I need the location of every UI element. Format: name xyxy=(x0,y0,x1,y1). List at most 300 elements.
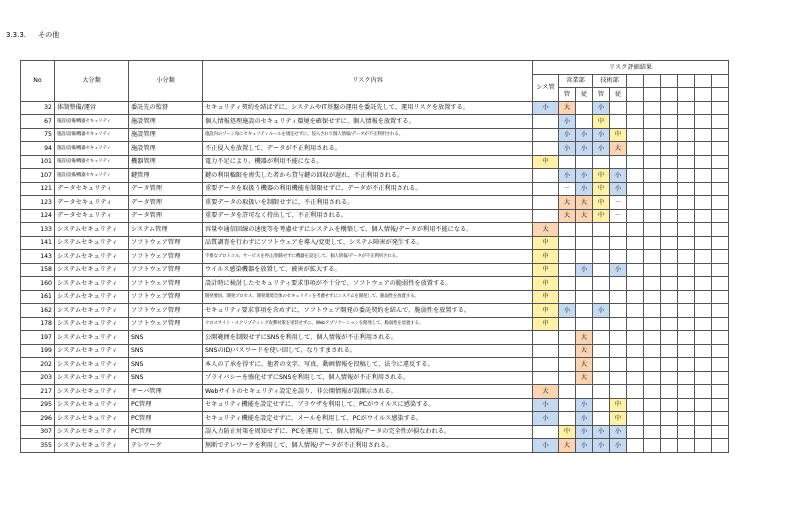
cell-sales-staff xyxy=(576,304,593,318)
cell-extra xyxy=(695,250,712,264)
cell-extra xyxy=(695,290,712,304)
cell-extra xyxy=(695,142,712,156)
cell-extra xyxy=(712,412,729,426)
cell-no: 124 xyxy=(21,209,55,223)
cell-extra xyxy=(678,290,695,304)
cell-extra xyxy=(661,439,678,453)
cell-risk-content: 重要データの取扱いを制限せずに、不正利用される。 xyxy=(203,196,533,210)
cell-extra xyxy=(712,331,729,345)
cell-sys-admin xyxy=(533,331,559,345)
header-sales-manager: 管 xyxy=(559,88,576,102)
cell-extra xyxy=(627,331,644,345)
cell-minor-category: データ管理 xyxy=(129,196,203,210)
cell-extra xyxy=(695,128,712,142)
cell-extra xyxy=(644,439,661,453)
cell-sales-manager xyxy=(559,344,576,358)
cell-minor-category: 施設管理 xyxy=(129,115,203,129)
cell-sales-manager xyxy=(559,398,576,412)
cell-extra xyxy=(695,182,712,196)
cell-sys-admin: 中 xyxy=(533,304,559,318)
cell-tech-manager xyxy=(593,358,610,372)
cell-sales-manager xyxy=(559,223,576,237)
cell-no: 217 xyxy=(21,385,55,399)
cell-risk-content: ウイルス感染機器を放置して、被害が拡大する。 xyxy=(203,263,533,277)
cell-sales-staff xyxy=(576,101,593,115)
table-row xyxy=(21,169,729,183)
cell-extra xyxy=(661,304,678,318)
table-row xyxy=(21,331,729,345)
cell-no: 355 xyxy=(21,439,55,453)
cell-major-category: システムセキュリティ xyxy=(55,425,129,439)
cell-extra xyxy=(644,236,661,250)
cell-sys-admin: 中 xyxy=(533,317,559,331)
header-sales-staff: 従 xyxy=(576,88,593,102)
cell-no: 162 xyxy=(21,304,55,318)
cell-risk-content: 個人情報処理施設のセキュリティ環境を確保せずに、個人情報を放置する。 xyxy=(203,115,533,129)
cell-major-category: システムセキュリティ xyxy=(55,412,129,426)
cell-risk-content: プライバシーを強化せずにSNSを利用して、個人情報が不正利用される。 xyxy=(203,371,533,385)
cell-tech-manager xyxy=(593,344,610,358)
cell-sys-admin: 大 xyxy=(533,385,559,399)
cell-extra xyxy=(712,358,729,372)
cell-minor-category: 施設管理 xyxy=(129,142,203,156)
cell-extra xyxy=(661,101,678,115)
cell-sys-admin xyxy=(533,142,559,156)
cell-extra xyxy=(627,290,644,304)
header-empty xyxy=(678,74,695,88)
cell-tech-manager: 中 xyxy=(593,115,610,129)
cell-no: 123 xyxy=(21,196,55,210)
cell-extra xyxy=(661,236,678,250)
cell-sys-admin: 中 xyxy=(533,250,559,264)
cell-major-category: システムセキュリティ xyxy=(55,317,129,331)
cell-major-category: システムセキュリティ xyxy=(55,304,129,318)
header-empty xyxy=(712,88,729,102)
cell-extra xyxy=(627,398,644,412)
cell-tech-staff: 中 xyxy=(610,412,627,426)
table-row xyxy=(21,344,729,358)
table-header xyxy=(21,61,729,102)
cell-extra xyxy=(627,371,644,385)
cell-extra xyxy=(627,358,644,372)
section-heading xyxy=(6,30,69,40)
cell-extra xyxy=(712,304,729,318)
header-empty xyxy=(644,74,661,88)
cell-extra xyxy=(695,209,712,223)
cell-sales-staff: 大 xyxy=(576,358,593,372)
cell-risk-content: 本人の了承を得ずに、他者の文字、写真、動画情報を投稿して、法令に違反する。 xyxy=(203,358,533,372)
cell-sales-manager xyxy=(559,385,576,399)
cell-extra xyxy=(678,385,695,399)
cell-sales-staff xyxy=(576,155,593,169)
cell-extra xyxy=(627,317,644,331)
cell-sys-admin xyxy=(533,209,559,223)
cell-no: 143 xyxy=(21,250,55,264)
cell-sales-manager xyxy=(559,290,576,304)
cell-sys-admin xyxy=(533,425,559,439)
cell-tech-manager: 中 xyxy=(593,209,610,223)
header-minor-category: 小分類 xyxy=(129,61,203,102)
table-row xyxy=(21,385,729,399)
cell-tech-staff xyxy=(610,101,627,115)
cell-sales-manager xyxy=(559,358,576,372)
header-empty xyxy=(695,88,712,102)
cell-minor-category: ソフトウェア管理 xyxy=(129,290,203,304)
cell-extra xyxy=(661,142,678,156)
cell-risk-content: 不正侵入を放置して、データが不正利用される。 xyxy=(203,142,533,156)
cell-major-category: 施設/設備/機器セキュリティ xyxy=(55,155,129,169)
cell-tech-manager xyxy=(593,398,610,412)
cell-extra xyxy=(712,398,729,412)
cell-risk-content: クロスサイト・スクリプティング攻撃対策を実装せずに、Webアプリケーションを開発して、脆弱性を放置する。 xyxy=(203,317,533,331)
cell-extra xyxy=(695,371,712,385)
cell-no: 121 xyxy=(21,182,55,196)
cell-extra xyxy=(695,331,712,345)
cell-no: 202 xyxy=(21,358,55,372)
cell-major-category: システムセキュリティ xyxy=(55,263,129,277)
cell-extra xyxy=(712,317,729,331)
table-row xyxy=(21,101,729,115)
cell-minor-category: システム管理 xyxy=(129,223,203,237)
cell-tech-staff xyxy=(610,236,627,250)
cell-no: 178 xyxy=(21,317,55,331)
cell-extra xyxy=(678,331,695,345)
cell-minor-category: テレワーク xyxy=(129,439,203,453)
cell-sales-manager: 小 xyxy=(559,169,576,183)
risk-table xyxy=(20,60,729,453)
cell-extra xyxy=(695,196,712,210)
cell-tech-staff: － xyxy=(610,196,627,210)
cell-risk-content: 開発要員、開発プロセス、開発環境全体のセキュリティを考慮せずにシステムを開発して、脆弱性を放置する。 xyxy=(203,290,533,304)
cell-no: 94 xyxy=(21,142,55,156)
cell-extra xyxy=(678,128,695,142)
cell-extra xyxy=(644,385,661,399)
cell-major-category: データセキュリティ xyxy=(55,209,129,223)
cell-no: 133 xyxy=(21,223,55,237)
cell-major-category: システムセキュリティ xyxy=(55,358,129,372)
cell-minor-category: ソフトウェア管理 xyxy=(129,317,203,331)
cell-extra xyxy=(661,250,678,264)
cell-risk-content: 施設内のゾーン毎にセキュリティルールを規定せずに、侵入されて個人情報/データが不正利用される。 xyxy=(203,128,533,142)
cell-major-category: システムセキュリティ xyxy=(55,250,129,264)
cell-tech-staff xyxy=(610,223,627,237)
cell-sys-admin: 小 xyxy=(533,439,559,453)
cell-tech-manager xyxy=(593,331,610,345)
cell-extra xyxy=(661,398,678,412)
cell-minor-category: 委託先の監督 xyxy=(129,101,203,115)
cell-extra xyxy=(678,209,695,223)
cell-major-category: システムセキュリティ xyxy=(55,439,129,453)
cell-sales-manager xyxy=(559,331,576,345)
cell-risk-content: Webサイトのセキュリティ設定を誤り、非公開情報が誤開示される。 xyxy=(203,385,533,399)
cell-extra xyxy=(695,344,712,358)
cell-sales-staff: 大 xyxy=(576,209,593,223)
cell-risk-content: 品質調査を行わずにソフトウェアを導入/変更して、システム障害が発生する。 xyxy=(203,236,533,250)
cell-no: 141 xyxy=(21,236,55,250)
cell-extra xyxy=(712,277,729,291)
cell-sys-admin xyxy=(533,358,559,372)
cell-extra xyxy=(712,290,729,304)
cell-sales-staff: 大 xyxy=(576,331,593,345)
cell-extra xyxy=(695,101,712,115)
table-body xyxy=(21,101,729,452)
cell-extra xyxy=(695,236,712,250)
cell-tech-manager xyxy=(593,317,610,331)
header-no: No xyxy=(21,61,55,102)
cell-extra xyxy=(695,169,712,183)
cell-minor-category: 施設管理 xyxy=(129,128,203,142)
cell-sales-manager: 中 xyxy=(559,425,576,439)
cell-extra xyxy=(678,101,695,115)
cell-extra xyxy=(627,263,644,277)
header-sales-dept: 営業部 xyxy=(559,74,593,88)
table-row xyxy=(21,209,729,223)
cell-extra xyxy=(627,209,644,223)
cell-major-category: 施設/設備/機器セキュリティ xyxy=(55,115,129,129)
cell-extra xyxy=(712,209,729,223)
header-empty xyxy=(712,74,729,88)
cell-tech-manager xyxy=(593,277,610,291)
cell-tech-staff: 小 xyxy=(610,439,627,453)
cell-extra xyxy=(695,277,712,291)
table-row xyxy=(21,223,729,237)
cell-extra xyxy=(627,101,644,115)
table-row xyxy=(21,236,729,250)
cell-extra xyxy=(644,304,661,318)
cell-sales-manager: 大 xyxy=(559,196,576,210)
cell-tech-staff: 小 xyxy=(610,182,627,196)
cell-risk-content: 公開範囲を制限せずにSNSを利用して、個人情報が不正利用される。 xyxy=(203,331,533,345)
cell-sys-admin xyxy=(533,115,559,129)
header-empty xyxy=(695,74,712,88)
cell-extra xyxy=(678,439,695,453)
cell-extra xyxy=(661,128,678,142)
cell-extra xyxy=(661,223,678,237)
cell-major-category: 施設/設備/機器セキュリティ xyxy=(55,169,129,183)
cell-extra xyxy=(627,169,644,183)
cell-sys-admin xyxy=(533,196,559,210)
cell-minor-category: データ管理 xyxy=(129,209,203,223)
cell-extra xyxy=(644,277,661,291)
cell-extra xyxy=(644,196,661,210)
cell-extra xyxy=(661,412,678,426)
cell-extra xyxy=(644,344,661,358)
cell-extra xyxy=(627,236,644,250)
cell-extra xyxy=(712,101,729,115)
cell-tech-staff: 中 xyxy=(610,398,627,412)
cell-sales-staff xyxy=(576,277,593,291)
cell-extra xyxy=(712,263,729,277)
cell-extra xyxy=(678,236,695,250)
cell-extra xyxy=(661,263,678,277)
cell-no: 160 xyxy=(21,277,55,291)
cell-extra xyxy=(627,344,644,358)
cell-extra xyxy=(712,439,729,453)
cell-extra xyxy=(644,142,661,156)
cell-sales-manager xyxy=(559,263,576,277)
cell-extra xyxy=(627,304,644,318)
cell-tech-staff xyxy=(610,317,627,331)
header-empty xyxy=(627,74,644,88)
cell-extra xyxy=(678,196,695,210)
table-row xyxy=(21,142,729,156)
cell-sys-admin: 中 xyxy=(533,236,559,250)
cell-sales-manager xyxy=(559,412,576,426)
cell-no: 295 xyxy=(21,398,55,412)
cell-risk-content: 電力不足により、機器が利用不能になる。 xyxy=(203,155,533,169)
cell-tech-manager xyxy=(593,412,610,426)
cell-extra xyxy=(644,101,661,115)
cell-major-category: システムセキュリティ xyxy=(55,236,129,250)
table-row xyxy=(21,412,729,426)
cell-extra xyxy=(644,155,661,169)
cell-tech-staff xyxy=(610,344,627,358)
cell-major-category: システムセキュリティ xyxy=(55,331,129,345)
cell-minor-category: 機器管理 xyxy=(129,155,203,169)
cell-sales-manager xyxy=(559,317,576,331)
cell-extra xyxy=(644,317,661,331)
cell-extra xyxy=(644,182,661,196)
cell-extra xyxy=(627,439,644,453)
cell-extra xyxy=(627,425,644,439)
cell-sys-admin: 中 xyxy=(533,155,559,169)
cell-major-category: 体制整備/運営 xyxy=(55,101,129,115)
cell-extra xyxy=(644,425,661,439)
cell-sales-staff: 小 xyxy=(576,425,593,439)
cell-extra xyxy=(695,317,712,331)
cell-tech-manager: 小 xyxy=(593,128,610,142)
cell-minor-category: SNS xyxy=(129,371,203,385)
cell-extra xyxy=(644,290,661,304)
cell-risk-content: 鍵の利用権限を喪失した者から貸与鍵の回収が遅れ、不正利用される。 xyxy=(203,169,533,183)
cell-extra xyxy=(644,209,661,223)
cell-extra xyxy=(661,209,678,223)
cell-no: 161 xyxy=(21,290,55,304)
cell-risk-content: 重要データを取扱う機器の利用機能を制限せずに、データが不正利用される。 xyxy=(203,182,533,196)
cell-sales-manager: 小 xyxy=(559,128,576,142)
cell-major-category: システムセキュリティ xyxy=(55,385,129,399)
cell-extra xyxy=(644,169,661,183)
cell-sales-staff: 大 xyxy=(576,344,593,358)
cell-tech-manager xyxy=(593,263,610,277)
cell-sales-staff: 小 xyxy=(576,128,593,142)
cell-extra xyxy=(678,182,695,196)
cell-extra xyxy=(678,358,695,372)
cell-risk-content: SNSのID/パスワードを使い回して、なりすまされる。 xyxy=(203,344,533,358)
cell-tech-manager: 小 xyxy=(593,304,610,318)
cell-extra xyxy=(661,425,678,439)
cell-extra xyxy=(712,236,729,250)
cell-risk-content: 設計時に検討したセキュリティ要求事項が不十分で、ソフトウェアの脆弱性を放置する。 xyxy=(203,277,533,291)
cell-sales-manager xyxy=(559,155,576,169)
cell-tech-staff: － xyxy=(610,209,627,223)
cell-minor-category: PC管理 xyxy=(129,425,203,439)
cell-extra xyxy=(661,277,678,291)
cell-extra xyxy=(695,412,712,426)
table-row xyxy=(21,439,729,453)
cell-tech-manager: 小 xyxy=(593,101,610,115)
cell-risk-content: 誤入力防止対策を周知せずに、PCを運用して、個人情報/データの完全性が損なわれる。 xyxy=(203,425,533,439)
cell-sales-manager: 大 xyxy=(559,209,576,223)
cell-extra xyxy=(678,344,695,358)
cell-extra xyxy=(627,223,644,237)
table-row xyxy=(21,277,729,291)
cell-sales-manager: 小 xyxy=(559,304,576,318)
cell-tech-manager xyxy=(593,290,610,304)
cell-minor-category: SNS xyxy=(129,331,203,345)
table-row xyxy=(21,371,729,385)
table-row xyxy=(21,304,729,318)
cell-major-category: システムセキュリティ xyxy=(55,344,129,358)
cell-extra xyxy=(661,169,678,183)
cell-tech-staff xyxy=(610,290,627,304)
cell-minor-category: PC管理 xyxy=(129,412,203,426)
cell-sys-admin: 中 xyxy=(533,263,559,277)
cell-sys-admin: 中 xyxy=(533,277,559,291)
cell-extra xyxy=(678,277,695,291)
cell-extra xyxy=(644,331,661,345)
cell-no: 307 xyxy=(21,425,55,439)
cell-extra xyxy=(712,425,729,439)
cell-sys-admin xyxy=(533,371,559,385)
cell-risk-content: セキュリティ機能を設定せずに、メールを利用して、PCがウイルス感染する。 xyxy=(203,412,533,426)
cell-extra xyxy=(661,115,678,129)
cell-extra xyxy=(661,371,678,385)
cell-sys-admin: 小 xyxy=(533,412,559,426)
cell-extra xyxy=(695,155,712,169)
cell-extra xyxy=(627,155,644,169)
cell-sales-staff xyxy=(576,250,593,264)
cell-extra xyxy=(661,155,678,169)
cell-sales-staff: 大 xyxy=(576,196,593,210)
cell-tech-staff: 大 xyxy=(610,142,627,156)
cell-minor-category: ソフトウェア管理 xyxy=(129,263,203,277)
cell-sales-staff: 小 xyxy=(576,169,593,183)
cell-extra xyxy=(661,182,678,196)
cell-extra xyxy=(712,155,729,169)
cell-extra xyxy=(644,223,661,237)
cell-extra xyxy=(678,425,695,439)
cell-sys-admin: 中 xyxy=(533,290,559,304)
cell-major-category: システムセキュリティ xyxy=(55,398,129,412)
cell-risk-content: 無断でテレワークを利用して、個人情報/データが不正利用される。 xyxy=(203,439,533,453)
cell-minor-category: サーバ管理 xyxy=(129,385,203,399)
cell-major-category: システムセキュリティ xyxy=(55,223,129,237)
cell-no: 67 xyxy=(21,115,55,129)
cell-no: 75 xyxy=(21,128,55,142)
cell-tech-staff xyxy=(610,250,627,264)
cell-extra xyxy=(644,250,661,264)
cell-tech-staff xyxy=(610,304,627,318)
cell-extra xyxy=(712,344,729,358)
cell-extra xyxy=(627,250,644,264)
cell-sales-staff: 小 xyxy=(576,439,593,453)
cell-no: 107 xyxy=(21,169,55,183)
cell-no: 32 xyxy=(21,101,55,115)
cell-extra xyxy=(678,412,695,426)
header-major-category: 大分類 xyxy=(55,61,129,102)
table-row xyxy=(21,358,729,372)
cell-sys-admin xyxy=(533,182,559,196)
cell-sales-staff: 大 xyxy=(576,371,593,385)
cell-extra xyxy=(627,385,644,399)
cell-sales-staff: 小 xyxy=(576,182,593,196)
cell-tech-manager xyxy=(593,236,610,250)
header-sys-admin: シス管 xyxy=(533,74,559,101)
cell-risk-content: セキュリティ契約を結ばずに、システムやIT基盤の運用を委託先して、運用リスクを放置する。 xyxy=(203,101,533,115)
cell-extra xyxy=(712,196,729,210)
cell-extra xyxy=(661,358,678,372)
